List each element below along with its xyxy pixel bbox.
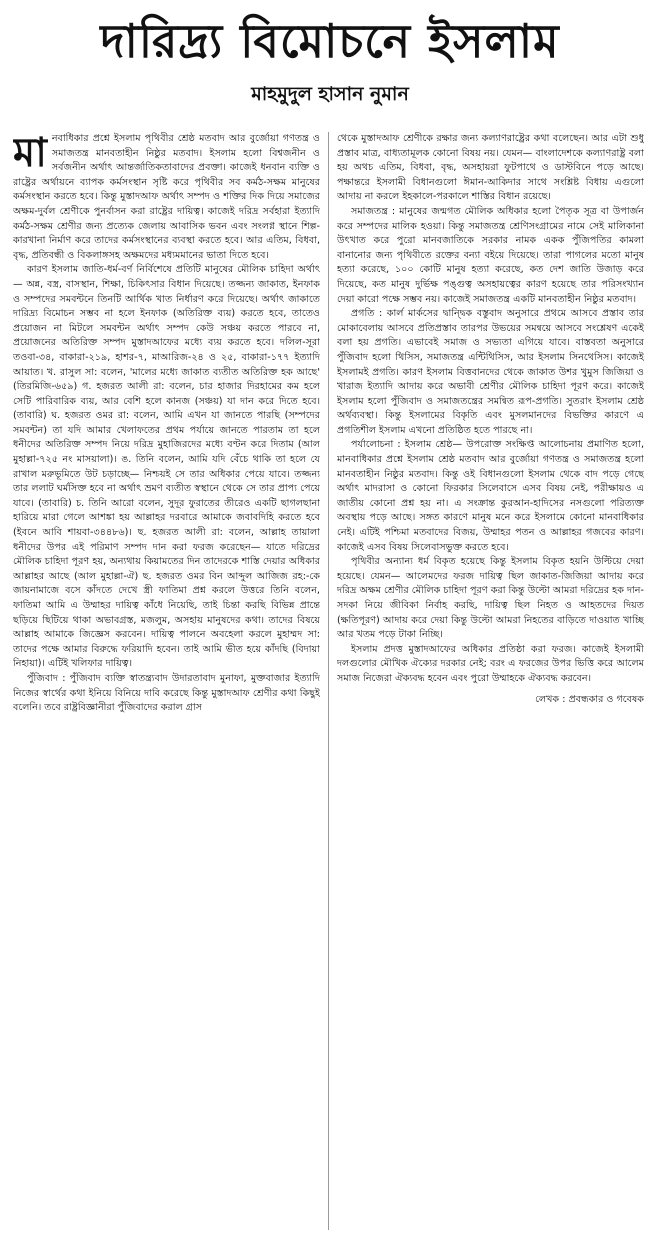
paragraph: সমাজতন্ত্র : মানুষের জন্মগত মৌলিক অধিকার হলো পৈতৃক সূত্র বা উপার্জন করে সম্পদের মালিক হওয়া। কিন্তু সমাজতন্ত্র শ্রেণিসংগ্রামের নামে সেই মালিকানা উৎখাত করে পুরো মানবজাতিকে সরকার নামক একক পুঁজিপতির কামলা বানানোর জন্য পৃথিবীতে রক্তের বন্যা বইয়ে দিয়েছে। তারা পাগলের মতো মানুষ হত্যা করেছে, ১০০ কোটি মানুষ হত্যা করেছে, কত দেশ জাতি উজাড় করে দিয়েছে, কত মানুষ দুর্ভিক্ষ পঙ্গুত্ব অসহায়ত্বের কারণ হয়েছে তার পরিসংখ্যান দেয়া কারো পক্ষে সম্ভব নয়। কাজেই সমাজতন্ত্র একটি মানবতাহীন নিষ্ঠুর মতবাদ। (337, 205, 644, 305)
paragraph (13, 132, 320, 263)
paragraph: ইসলাম প্রদত্ত মুস্তাদআফের অধিকার প্রতিষ্ঠা করা ফরজ। কাজেই ইসলামী দলগুলোর মৌখিক ঐক্যের দরকার নেই; বরং এ ফরজের উপর ভিত্তি করে আলেম সমাজ নিজেরা ঐক্যবদ্ধ হবেন এবং পুরো উম্মাহকে ঐক্যবদ্ধ করবেন। (337, 643, 644, 684)
article-byline: মাহমুদুল হাসান নুমান (251, 83, 409, 105)
article-headline: দারিদ্র্য বিমোচনে ইসলাম (100, 14, 560, 68)
drop-cap: মা (13, 132, 47, 176)
paragraph: পুঁজিবাদ : পুঁজিবাদ ব্যক্তি স্বাতন্ত্র্যবাদ উদারতাবাদ মুনাফা, মুক্তবাজার ইত্যাদি নিজের স্বার্থের কথা ইনিয়ে বিনিয়ে দাবি করেছে কিন্তু মুস্তাদআফ শ্রেণীর কথা কিছুই বলেনি। তবে রাষ্ট্রবিজ্ঞানীরা পুঁজিবাদের করাল গ্রাস (13, 672, 320, 714)
paragraph: পর্যালোচনা : ইসলাম শ্রেষ্ঠ— উপরোক্ত সংক্ষিপ্ত আলোচনায় প্রমাণিত হলো, মানবাধিকার প্রশ্নে ইসলাম শ্রেষ্ঠ মতবাদ আর বুর্জোয়া গণতন্ত্র ও সমাজতন্ত্র হলো মানবতাহীন নিষ্ঠুর মতবাদ। কিন্তু ওই বিধানগুলো ইসলাম থেকে বাদ পড়ে গেছে অর্থাৎ মাদরাসা ও কোনো ফিরকার সিলেবাসে এসব বিষয় নেই, পরীক্ষায়ও এ জাতীয় কোনো প্রশ্ন হয় না। এ সংক্রান্ত কুরআন-হাদিসের নসগুলো পরিত্যক্ত অবস্থায় পড়ে আছে। সঙ্গত কারণে মানুষ মনে করে ইসলামে কোনো মানবাধিকার নেই। এটিই পশ্চিমা মতবাদের বিজয়, উম্মাহর পতন ও আল্লাহর গজবের কারণ। কাজেই এসব বিষয় সিলেবাসভুক্ত করতে হবে। (337, 439, 644, 553)
paragraph-text: নবাধিকার প্রশ্নে ইসলাম পৃথিবীর শ্রেষ্ঠ মতবাদ আর বুর্জোয়া গণতন্ত্র ও সমাজতন্ত্র মানবতাহীন নিষ্ঠুর মতবাদ। ইসলাম হলো বিশ্বজনীন ও সর্বজনীন অর্থাৎ আন্তর্জাতিকতাবাদের প্রবক্তা। কাজেই ধনবান ব্যক্তি ও রাষ্ট্রের অর্থায়নে ব্যাপক কর্মসংস্থান সৃষ্টি করে পৃথিবীর সব কর্মঠ-সক্ষম মানুষের কর্মসংস্থান করতে হবে। কিন্তু মুস্তাদআফ অর্থাৎ সম্পদ ও শক্তির দিক দিয়ে সমাজের অক্ষম-দুর্বল শ্রেণীকে পুনর্বাসন করা রাষ্ট্রের দায়িত্ব। কাজেই দরিদ্র সর্বহারা ইত্যাদি কর্মঠ-সক্ষম শ্রেণীর জন্য প্রত্যেক জেলায় আবাসিক ভবন এবং সংলগ্ন স্থানে শিল্প-কারখানা নির্মাণ করে তাদের কর্মসংস্থানের ব্যবস্থা করতে হবে। আর এতিম, বিধবা, বৃদ্ধ, প্রতিবন্ধী ও বিকলাঙ্গসহ অক্ষমদের মধ্যমমানের ভাতা দিতে হবে। (13, 133, 320, 261)
paragraph: পৃথিবীর অন্যান্য ধর্ম বিকৃত হয়েছে কিন্তু ইসলাম বিকৃত হয়নি উল্টিয়ে দেয়া হয়েছে। যেমন— আলেমদের ফরজ দায়িত্ব ছিল জাকাত-জিজিয়া আদায় করে দরিদ্র অক্ষম শ্রেণীর মৌলিক চাহিদা পূরণ করা কিন্তু উল্টো আমরা দরিদ্রের হক দান-সদকা নিয়ে জীবিকা নির্বাহ করছি, দায়িত্ব ছিল নিহত ও আহতদের দিয়ত (ক্ষতিপূরণ) আদায় করে দেয়া কিন্তু উল্টো আমরা নিহতের বাড়িতে দাওয়াত খাচ্ছি আর খতম পড়ে টাকা নিচ্ছি। (337, 556, 644, 641)
right-column (337, 132, 644, 1232)
paragraph: প্রগতি : কার্ল মার্কসের দ্বান্দ্বিক বস্তুবাদ অনুসারে প্রথমে আসবে প্রস্তাব তার মোকাবেলায় আসবে প্রতিপ্রস্তাব তারপর উভয়ের সমন্বয়ে আসবে সংশ্লেষণ একেই বলা হয় প্রগতি। এভাবেই সমাজ ও সভ্যতা এগিয়ে যাবে। বাস্তবতা অনুসারে পুঁজিবাদ হলো থিসিস, সমাজতন্ত্র এন্টিথিসিস, আর ইসলাম সিনথেসিস। কাজেই ইসলামই প্রগতি। কারণ ইসলাম বিত্তবানদের থেকে জাকাত উশর খুমুস জিজিয়া ও খারাজ ইত্যাদি আদায় করে অভাবী শ্রেণীর মৌলিক চাহিদা পূরণ করে। কাজেই ইসলাম হলো পুঁজিবাদ ও সমাজতন্ত্রের সমন্বিত রূপ-প্রগতি। সুতরাং ইসলাম শ্রেষ্ঠ অর্থব্যবস্থা। কিন্তু ইসলামের বিকৃতি এবং মুসলমানদের বিভক্তির কারণে এ প্রগতিশীল ইসলাম এখনো প্রতিষ্ঠিত হতে পারছে না। (337, 308, 644, 436)
paragraph: কারণ ইসলাম জাতি-ধর্ম-বর্ণ নির্বিশেষে প্রতিটি মানুষের মৌলিক চাহিদা অর্থাৎ— অন্ন, বস্ত্র, বাসস্থান, শিক্ষা, চিকিৎসার বিধান দিয়েছে। তজ্জন্য জাকাত, ইনফাক ও সম্পদের সমবন্টনে তিনটি আর্থিক খাত নির্ধারণ করে দিয়েছে। অর্থাৎ জাকাতে দারিদ্র্য বিমোচন সম্ভব না হলে ইনফাক (অতিরিক্ত ব্যয়) করতে হবে, তাতেও প্রয়োজন না মিটলে সমবন্টন অর্থাৎ সম্পদ কেউ সঞ্চয় করতে পারবে না, প্রয়োজনের অতিরিক্ত সম্পদ মুস্তাদআফের মধ্যে ব্যয় করতে হবে। দলিল-সূরা তওবা-৩৪, বাকারা-২১৯, হাশর-৭, মাআরিজ-২৪ ও ২৫, বাকারা-১৭৭ ইত্যাদি আয়াত। খ. রাসুল সা: বলেন, 'মালের মধ্যে জাকাত ব্যতীত অতিরিক্ত হক আছে' (তিরমিজি-৬৫৯) গ. হজরত আলী রা: বলেন, চার হাজার দিরহামের কম হলে সেটি পারিবারিক ব্যয়, আর বেশি হলে কানজ (সঞ্চয়) যা দান করে দিতে হবে। (তাবারি) ঘ. হজরত ওমর রা: বলেন, আমি এখন যা জানতে পারছি (সম্পদের সমবন্টন) তা যদি আমার খেলাফতের প্রথম পর্যায়ে জানতে পারতাম তা হলে ধনীদের অতিরিক্ত সম্পদ নিয়ে দরিদ্র মুহাজিরদের মধ্যে বণ্টন করে দিতাম (আল মুহাল্লা-৭২৫ নং মাসয়ালা)। ঙ. তিনি বলেন, আমি যদি বেঁচে থাকি তা হলে যে রাখাল মরুভূমিতে উট চড়াচ্ছে— নিশ্চয়ই সে তার অধিকার পেয়ে যাবে। তজ্জন্য তার ললাট ঘর্মসিক্ত হবে না অর্থাৎ ভ্রমণ ব্যতীত স্বস্থানে থেকে সে তার প্রাপ্য পেয়ে যাবে। (তাবারি) চ. তিনি আরো বলেন, সুদূর ফুরাতের তীরেও একটি ছাগলছানা হারিয়ে মারা গেলে আশঙ্কা হয় আল্লাহর দরবারে আমাকে জবাবদিহি করতে হবে (ইবনে আবি শায়বা-৩৪৪৮৬)। ছ. হজরত আলী রা: বলেন, আল্লাহ তায়ালা ধনীদের উপর এই পরিমাণ সম্পদ দান করা ফরজ করেছেন— যাতে দরিদ্রের মৌলিক চাহিদা পূরণ হয়, অন্যথায় কিয়ামতের দিন তাদেরকে শাস্তি দেয়ার অধিকার আল্লাহর আছে (আল মুহাল্লা-ঐ) ছ. হজরত ওমর বিন আব্দুল আজিজ রহ:-কে জায়নামাজে বসে কাঁদতে দেখে স্ত্রী ফাতিমা প্রশ্ন করলে উত্তরে তিনি বলেন, ফাতিমা আমি এ উম্মাহর দায়িত্ব কাঁধে নিয়েছি, তাই চিন্তা করছি বিভিন্ন প্রান্তে ছড়িয়ে ছিটিয়ে থাকা অভাবগ্রস্ত, মজলুম, অসহায় মানুষদের কথা। তাদের বিষয়ে আল্লাহ আমাকে জিজ্ঞেস করবেন। দায়িত্ব পালনে অবহেলা করলে মুহাম্মদ সা: তাদের পক্ষে আমার বিরুদ্ধে ফরিয়াদি হবেন। তাই আমি ভীত হয়ে কাঁদছি (বিদায়া নিহায়া)। এটিই খলিফার দায়িত্ব। (13, 264, 320, 670)
left-column (13, 132, 320, 1232)
column-divider (328, 132, 329, 1230)
paragraph: থেকে মুস্তাদআফ শ্রেণীকে রক্ষার জন্য কল্যাণরাষ্ট্রের কথা বলেছেন। আর এটা শুধু প্রস্তাব মাত্র, বাধ্যতামূলক কোনো বিষয় নয়। যেমন— বাংলাদেশকে কল্যাণরাষ্ট্র বলা হয় অথচ এতিম, বিধবা, বৃদ্ধ, অসহায়রা ফুটপাথে ও ডাস্টবিনে পড়ে আছে। পক্ষান্তরে ইসলামী বিধানগুলো ঈমান-আকিদার সাথে সংশ্লিষ্ট বিধায় এগুলো আদায় না করলে ইহকালে-পরকালে শাস্তির বিধান রয়েছে। (337, 133, 644, 203)
author-note: লেখক : প্রবন্ধকার ও গবেষক (535, 693, 644, 705)
